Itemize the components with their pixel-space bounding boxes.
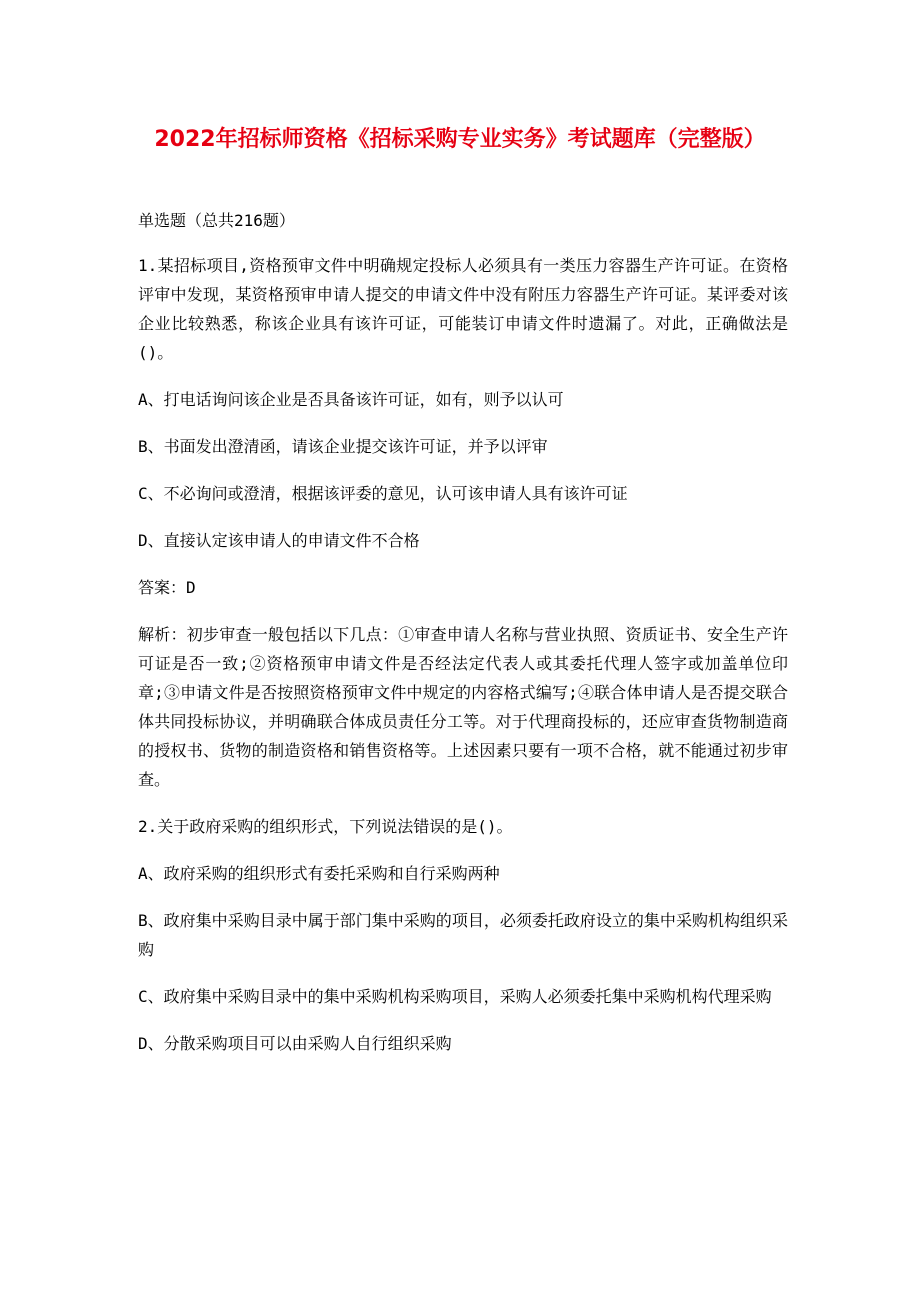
question-2 [138, 812, 788, 1058]
document-body [138, 206, 788, 1076]
option-a: A、打电话询问该企业是否具备该许可证，如有，则予以认可 [138, 390, 564, 409]
question-1 [138, 251, 788, 794]
question-stem: 2.关于政府采购的组织形式，下列说法错误的是()。 [138, 817, 513, 836]
document-title: 2022年招标师资格《招标采购专业实务》考试题库（完整版） [154, 127, 766, 152]
analysis: 解析：初步审查一般包括以下几点：①审查申请人名称与营业执照、资质证书、安全生产许可证是否一致;②资格预审申请文件是否经法定代表人或其委托代理人签字或加盖单位印章;③申请文件是否按照资格预审文件中规定的内容格式编写;④联合体申请人是否提交联合体共同投标协议，并明确联合体成员责任分工等。对于代理商投标的，还应审查货物制造商的授权书、货物的制造资格和销售资格等。上述因素只要有一项不合格，就不能通过初步审查。 [138, 625, 788, 789]
option-b: B、政府集中采购目录中属于部门集中采购的项目，必须委托政府设立的集中采购机构组织采购 [138, 911, 788, 959]
option-a: A、政府采购的组织形式有委托采购和自行采购两种 [138, 864, 500, 883]
section-header: 单选题（总共216题） [138, 211, 295, 230]
option-c: C、政府集中采购目录中的集中采购机构采购项目，采购人必须委托集中采购机构代理采购 [138, 987, 772, 1006]
option-c: C、不必询问或澄清，根据该评委的意见，认可该申请人具有该许可证 [138, 484, 628, 503]
option-b: B、书面发出澄清函，请该企业提交该许可证，并予以评审 [138, 437, 548, 456]
option-d: D、分散采购项目可以由采购人自行组织采购 [138, 1034, 452, 1053]
answer: 答案：D [138, 578, 196, 597]
option-d: D、直接认定该申请人的申请文件不合格 [138, 531, 420, 550]
question-stem: 1.某招标项目,资格预审文件中明确规定投标人必须具有一类压力容器生产许可证。在资格评审中发现，某资格预审申请人提交的申请文件中没有附压力容器生产许可证。某评委对该企业比较熟悉，称该企业具有该许可证，可能装订申请文件时遗漏了。对此，正确做法是()。 [138, 256, 788, 362]
